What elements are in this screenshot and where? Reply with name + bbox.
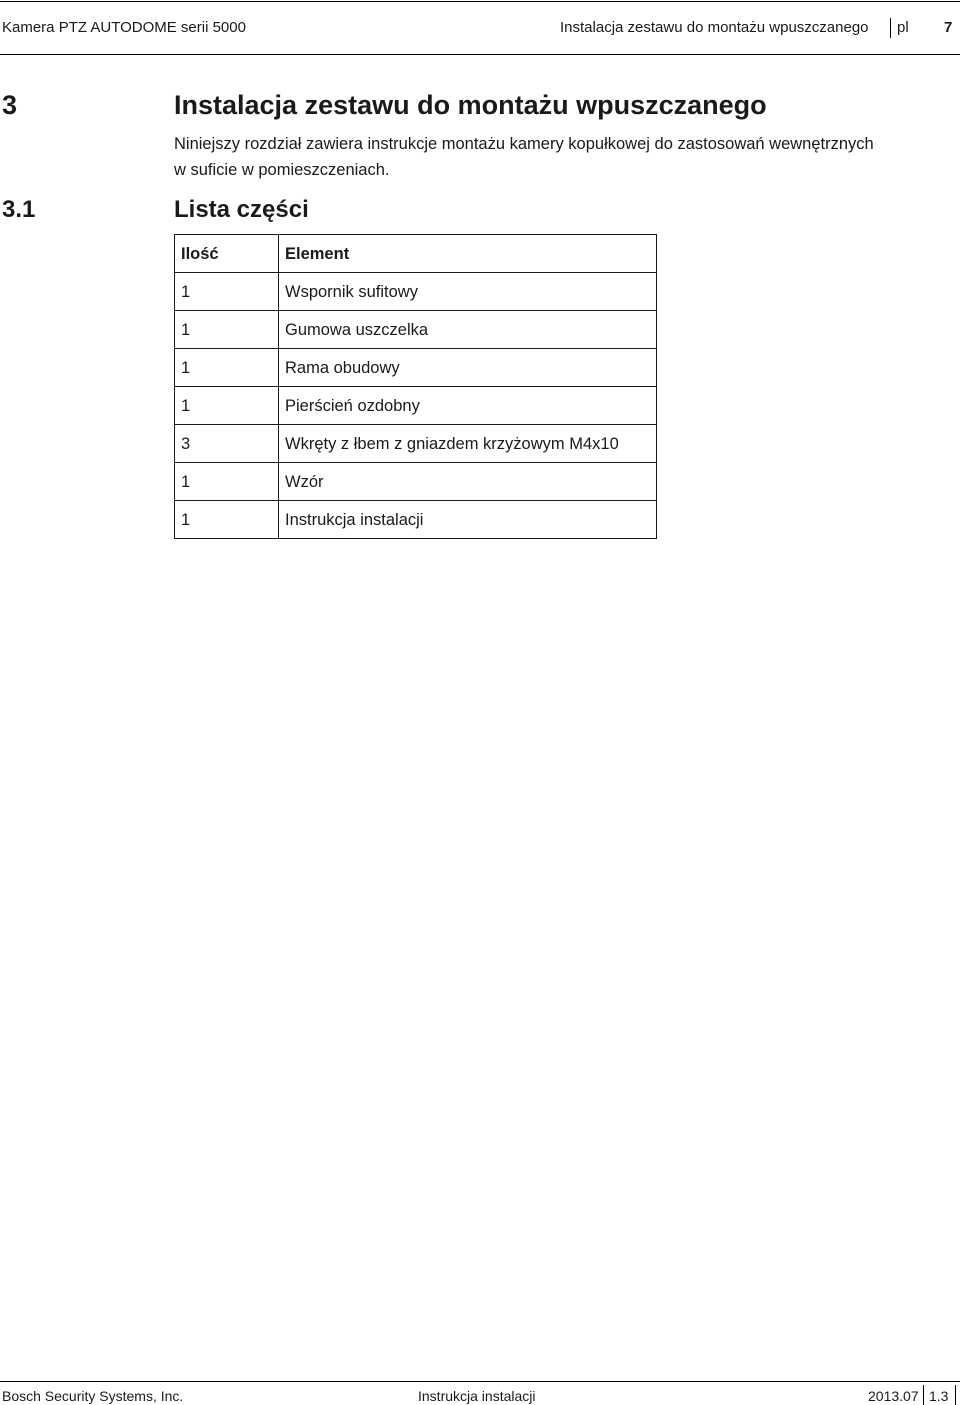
qty-cell: 1 xyxy=(175,349,279,387)
qty-cell: 3 xyxy=(175,425,279,463)
table-header-row xyxy=(175,235,657,273)
footer-separator xyxy=(955,1385,956,1405)
table-row xyxy=(175,501,657,539)
header-language: pl xyxy=(897,19,909,36)
parts-table xyxy=(174,234,657,539)
column-header-element: Element xyxy=(279,235,657,273)
column-header-qty: Ilość xyxy=(175,235,279,273)
element-cell: Pierścień ozdobny xyxy=(279,387,657,425)
header-bottom-rule xyxy=(0,54,960,55)
element-cell: Rama obudowy xyxy=(279,349,657,387)
qty-cell: 1 xyxy=(175,311,279,349)
element-cell: Wzór xyxy=(279,463,657,501)
chapter-title: Instalacja zestawu do montażu wpuszczanego xyxy=(174,90,767,120)
element-cell: Gumowa uszczelka xyxy=(279,311,657,349)
table-row xyxy=(175,311,657,349)
header-section-title: Instalacja zestawu do montażu wpuszczanego xyxy=(560,19,869,36)
section-title: Lista części xyxy=(174,196,309,223)
section-number: 3.1 xyxy=(2,196,36,223)
footer-date: 2013.07 xyxy=(868,1388,919,1404)
table-row xyxy=(175,387,657,425)
table-row xyxy=(175,273,657,311)
qty-cell: 1 xyxy=(175,273,279,311)
chapter-number: 3 xyxy=(2,90,18,120)
element-cell: Wspornik sufitowy xyxy=(279,273,657,311)
footer-version: 1.3 xyxy=(929,1388,949,1404)
page-number: 7 xyxy=(944,19,953,36)
footer-rule xyxy=(0,1381,960,1382)
qty-cell: 1 xyxy=(175,501,279,539)
chapter-intro: Niniejszy rozdział zawiera instrukcje montażu kamery kopułkowej do zastosowań wewnętrznych w suficie w pomieszczeniach. xyxy=(174,135,874,179)
header-top-rule xyxy=(0,1,960,2)
header-product-name: Kamera PTZ AUTODOME serii 5000 xyxy=(2,19,246,36)
element-cell: Wkręty z łbem z gniazdem krzyżowym M4x10 xyxy=(279,425,657,463)
qty-cell: 1 xyxy=(175,387,279,425)
footer-company: Bosch Security Systems, Inc. xyxy=(2,1388,184,1404)
table-row xyxy=(175,425,657,463)
header-separator xyxy=(890,18,891,38)
table-row xyxy=(175,349,657,387)
footer-separator xyxy=(923,1385,924,1405)
table-row xyxy=(175,463,657,501)
element-cell: Instrukcja instalacji xyxy=(279,501,657,539)
footer-document-title: Instrukcja instalacji xyxy=(418,1388,536,1404)
qty-cell: 1 xyxy=(175,463,279,501)
